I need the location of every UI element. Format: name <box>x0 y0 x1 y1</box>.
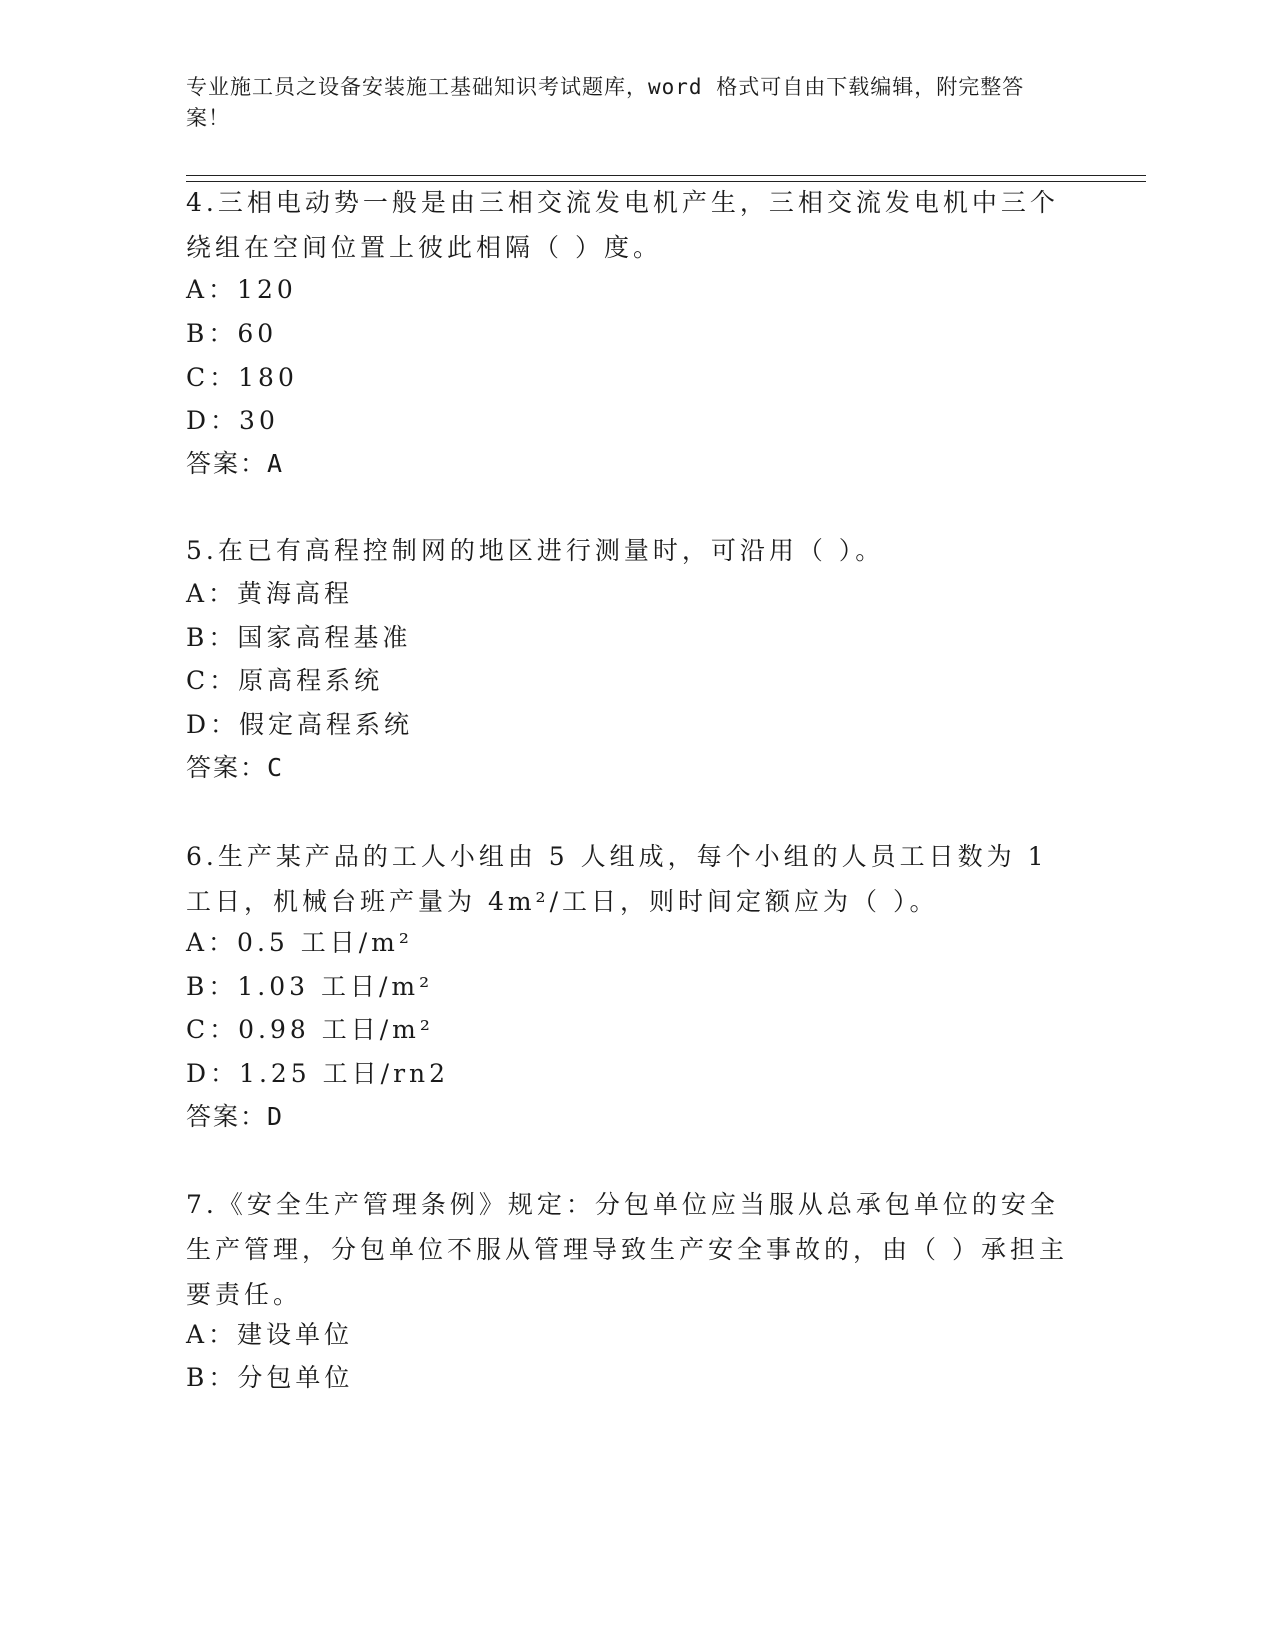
question-4-answer: 答案：A <box>186 449 285 478</box>
question-4-option-a: A：120 <box>186 275 297 304</box>
question-6-stem: 6.生产某产品的工人小组由 5 人组成，每个小组的人员工日数为 1 工日，机械台班产量为 4m²/工日，则时间定额应为（ ）。 <box>186 842 1048 916</box>
question-4-option-b: B：60 <box>186 319 278 348</box>
question-5-option-d: D：假定高程系统 <box>186 710 414 739</box>
question-7-stem: 7.《安全生产管理条例》规定：分包单位应当服从总承包单位的安全生产管理，分包单位不服从管理导致生产安全事故的，由（ ）承担主要责任。 <box>186 1190 1068 1309</box>
question-5-option-b: B：国家高程基准 <box>186 623 412 652</box>
question-4-stem: 4.三相电动势一般是由三相交流发电机产生，三相交流发电机中三个绕组在空间位置上彼此相隔（ ）度。 <box>186 188 1059 262</box>
header-divider-top <box>186 175 1146 176</box>
question-4-option-c: C：180 <box>186 363 298 392</box>
question-4-option-d: D：30 <box>186 406 279 435</box>
question-7-option-b: B：分包单位 <box>186 1363 354 1392</box>
question-5-stem: 5.在已有高程控制网的地区进行测量时，可沿用（ ）。 <box>186 536 885 565</box>
question-5-option-a: A：黄海高程 <box>186 579 354 608</box>
question-6-option-b: B：1.03 工日/m² <box>186 972 434 1001</box>
question-5-answer: 答案：C <box>186 753 285 782</box>
question-6-answer: 答案：D <box>186 1102 285 1131</box>
document-header: 专业施工员之设备安装施工基础知识考试题库，word 格式可自由下载编辑，附完整答案！ <box>186 75 1025 130</box>
question-7-option-a: A：建设单位 <box>186 1320 354 1349</box>
question-6-option-d: D：1.25 工日/rn2 <box>186 1059 450 1088</box>
question-6-option-c: C：0.98 工日/m² <box>186 1015 434 1044</box>
question-6-option-a: A：0.5 工日/m² <box>186 928 413 957</box>
question-5-option-c: C：原高程系统 <box>186 666 384 695</box>
